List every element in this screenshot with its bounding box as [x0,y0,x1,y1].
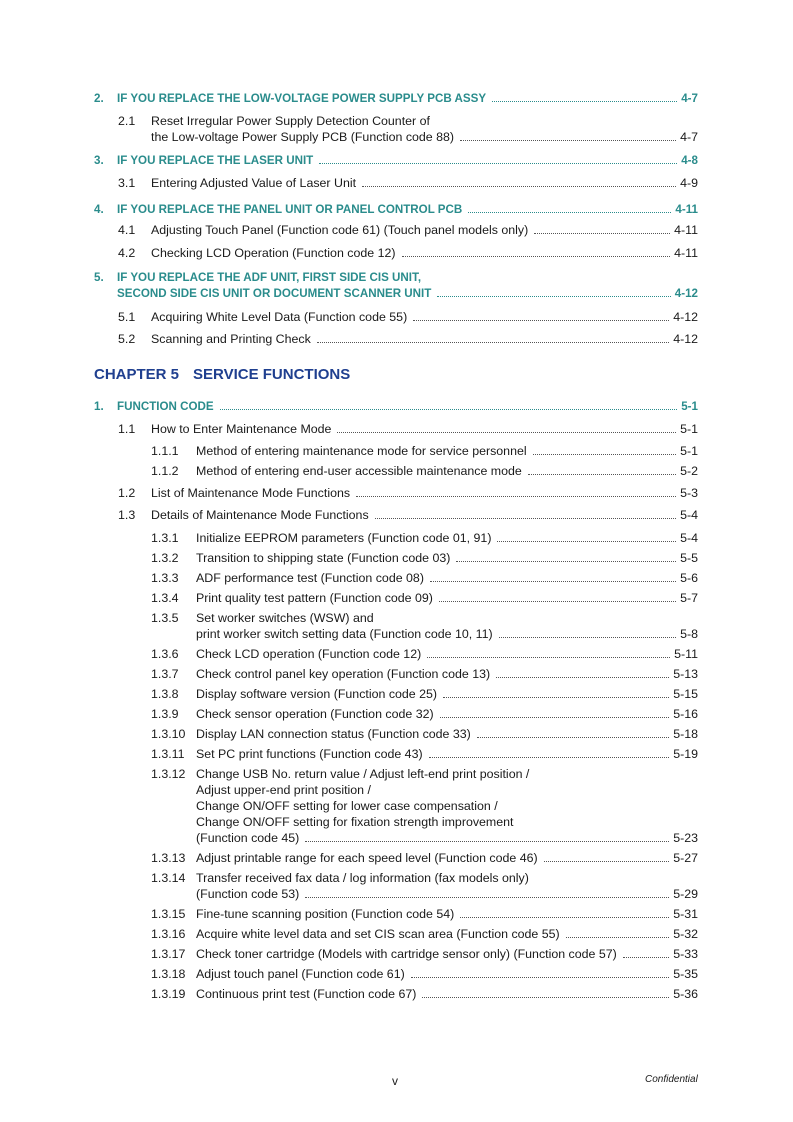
entry-title: IF YOU REPLACE THE LASER UNIT [117,154,314,167]
dot-leader [362,186,676,187]
entry-title: Checking LCD Operation (Function code 12) [151,246,396,260]
entry-title: Reset Irregular Power Supply Detection Counter of [151,114,430,128]
entry-title: IF YOU REPLACE THE LOW-VOLTAGE POWER SUPPLY PCB ASSY [117,92,487,105]
entry-page-number[interactable]: 5-18 [673,727,698,741]
entry-title: Acquiring White Level Data (Function code 55) [151,310,408,324]
entry-number: 1.3.1 [151,531,179,545]
dot-leader [375,518,676,519]
entry-title: IF YOU REPLACE THE ADF UNIT, FIRST SIDE CIS UNIT, [117,271,422,284]
dot-leader [411,977,669,978]
entry-number: 5.2 [118,332,136,346]
entry-title: Fine-tune scanning position (Function code 54) [196,907,455,921]
entry-title: Entering Adjusted Value of Laser Unit [151,176,357,190]
entry-title: Adjust printable range for each speed level (Function code 46) [196,851,538,865]
chapter-title: SERVICE FUNCTIONS [193,366,351,383]
dot-leader [429,757,670,758]
entry-title: FUNCTION CODE [117,400,214,413]
entry-title: How to Enter Maintenance Mode [151,422,332,436]
entry-title: Set PC print functions (Function code 43) [196,747,423,761]
dot-leader [533,454,676,455]
page-number: v [392,1074,398,1088]
dot-leader [566,937,670,938]
dot-leader [456,561,676,562]
chapter-label: CHAPTER 5 [94,366,180,383]
entry-page-number[interactable]: 5-29 [673,887,698,901]
entry-page-number[interactable]: 5-13 [673,667,698,681]
entry-title: Change ON/OFF setting for lower case compensation / [196,799,498,813]
entry-title: IF YOU REPLACE THE PANEL UNIT OR PANEL CONTROL PCB [117,203,463,216]
entry-page-number[interactable]: 5-4 [680,508,698,522]
dot-leader [460,917,669,918]
dot-leader [305,897,669,898]
entry-title: Details of Maintenance Mode Functions [151,508,369,522]
entry-number: 1.3.8 [151,687,179,701]
entry-title: Continuous print test (Function code 67) [196,987,417,1001]
confidential-label: Confidential [645,1074,698,1085]
entry-number: 1.3.10 [151,727,186,741]
entry-title: Change USB No. return value / Adjust left-end print position / [196,767,530,781]
entry-number: 1.3.7 [151,667,179,681]
entry-page-number[interactable]: 5-8 [680,627,698,641]
dot-leader [305,841,669,842]
entry-title: Adjusting Touch Panel (Function code 61) (Touch panel models only) [151,223,529,237]
dot-leader [317,342,669,343]
entry-title: Initialize EEPROM parameters (Function code 01, 91) [196,531,492,545]
entry-title: Method of entering maintenance mode for service personnel [196,444,527,458]
entry-number: 1.1.1 [151,444,179,458]
entry-title: ADF performance test (Function code 08) [196,571,424,585]
entry-number: 3.1 [118,176,136,190]
entry-page-number[interactable]: 5-27 [673,851,698,865]
dot-leader [356,496,676,497]
entry-page-number[interactable]: 5-32 [673,927,698,941]
entry-number: 5. [94,271,104,284]
entry-title: Transfer received fax data / log information (fax models only) [196,871,529,885]
entry-page-number[interactable]: 5-35 [673,967,698,981]
entry-page-number[interactable]: 4-7 [680,130,698,144]
entry-number: 4.2 [118,246,136,260]
dot-leader [427,657,670,658]
entry-page-number[interactable]: 5-19 [673,747,698,761]
entry-page-number[interactable]: 4-12 [673,332,698,346]
entry-number: 1.3.18 [151,967,186,981]
entry-page-number[interactable]: 5-36 [673,987,698,1001]
entry-page-number[interactable]: 5-31 [673,907,698,921]
dot-leader [413,320,669,321]
entry-page-number[interactable]: 5-3 [680,486,698,500]
dot-leader [220,409,678,410]
dot-leader [544,861,670,862]
entry-number: 1. [94,400,104,413]
entry-page-number[interactable]: 5-33 [673,947,698,961]
entry-number: 1.3.17 [151,947,186,961]
entry-number: 4. [94,203,104,216]
entry-page-number[interactable]: 4-11 [674,246,698,260]
entry-title: (Function code 53) [196,887,300,901]
entry-title: Transition to shipping state (Function code 03) [196,551,451,565]
entry-number: 1.3.9 [151,707,179,721]
entry-title: Change ON/OFF setting for fixation strength improvement [196,815,514,829]
entry-number: 1.3.16 [151,927,186,941]
entry-number: 2.1 [118,114,136,128]
entry-page-number[interactable]: 5-15 [673,687,698,701]
entry-title: Display LAN connection status (Function code 33) [196,727,471,741]
entry-number: 1.1 [118,422,136,436]
entry-page-number[interactable]: 5-7 [680,591,698,605]
entry-number: 1.3.15 [151,907,186,921]
entry-number: 1.3.13 [151,851,186,865]
entry-title: SECOND SIDE CIS UNIT OR DOCUMENT SCANNER UNIT [117,287,432,300]
entry-title: List of Maintenance Mode Functions [151,486,351,500]
entry-title: Scanning and Printing Check [151,332,311,346]
entry-page-number[interactable]: 5-2 [680,464,698,478]
entry-number: 1.3.2 [151,551,179,565]
entry-number: 2. [94,92,104,105]
entry-title: Check control panel key operation (Function code 13) [196,667,491,681]
dot-leader [477,737,669,738]
entry-page-number[interactable]: 4-12 [673,310,698,324]
entry-number: 1.3.3 [151,571,179,585]
entry-page-number[interactable]: 5-5 [680,551,698,565]
dot-leader [337,432,676,433]
entry-title: Check LCD operation (Function code 12) [196,647,422,661]
entry-title: Check toner cartridge (Models with cartridge sensor only) (Function code 57) [196,947,617,961]
entry-page-number[interactable]: 5-6 [680,571,698,585]
entry-title: Method of entering end-user accessible maintenance mode [196,464,522,478]
entry-title: print worker switch setting data (Function code 10, 11) [196,627,493,641]
dot-leader [443,697,669,698]
entry-title: the Low-voltage Power Supply PCB (Function code 88) [151,130,455,144]
entry-page-number[interactable]: 5-11 [674,647,698,661]
entry-title: Set worker switches (WSW) and [196,611,374,625]
dot-leader [496,677,669,678]
dot-leader [319,163,677,164]
dot-leader [497,541,676,542]
entry-number: 1.1.2 [151,464,179,478]
entry-number: 4.1 [118,223,136,237]
entry-page-number[interactable]: 4-8 [681,154,698,167]
entry-number: 1.3.5 [151,611,179,625]
dot-leader [402,256,671,257]
entry-number: 1.3.11 [151,747,185,761]
dot-leader [430,581,676,582]
entry-number: 1.3.4 [151,591,179,605]
dot-leader [437,296,670,297]
dot-leader [534,233,670,234]
entry-number: 1.3.6 [151,647,179,661]
entry-title: Check sensor operation (Function code 32) [196,707,434,721]
dot-leader [492,101,677,102]
entry-title: Adjust touch panel (Function code 61) [196,967,405,981]
entry-page-number[interactable]: 4-7 [681,92,698,105]
dot-leader [439,601,676,602]
chapter-heading [94,366,350,383]
entry-number: 1.3.12 [151,767,186,781]
entry-title: Acquire white level data and set CIS scan area (Function code 55) [196,927,560,941]
entry-title: (Function code 45) [196,831,300,845]
entry-page-number[interactable]: 5-4 [680,531,698,545]
entry-number: 1.2 [118,486,136,500]
entry-number: 1.3.19 [151,987,186,1001]
entry-title: Print quality test pattern (Function code 09) [196,591,433,605]
entry-page-number[interactable]: 4-11 [675,203,698,216]
dot-leader [468,212,671,213]
dot-leader [623,957,669,958]
entry-page-number[interactable]: 5-23 [673,831,698,845]
dot-leader [528,474,676,475]
entry-page-number[interactable]: 4-9 [680,176,698,190]
entry-page-number[interactable]: 4-12 [674,287,698,300]
entry-page-number[interactable]: 5-16 [673,707,698,721]
dot-leader [499,637,676,638]
entry-page-number[interactable]: 4-11 [674,223,698,237]
entry-page-number[interactable]: 5-1 [680,444,698,458]
dot-leader [422,997,669,998]
entry-number: 1.3 [118,508,136,522]
entry-page-number[interactable]: 5-1 [680,422,698,436]
dot-leader [440,717,670,718]
entry-number: 1.3.14 [151,871,186,885]
dot-leader [460,140,676,141]
entry-page-number[interactable]: 5-1 [681,400,698,413]
entry-title: Display software version (Function code 25) [196,687,438,701]
entry-title: Adjust upper-end print position / [196,783,371,797]
entry-number: 3. [94,154,104,167]
entry-number: 5.1 [118,310,136,324]
